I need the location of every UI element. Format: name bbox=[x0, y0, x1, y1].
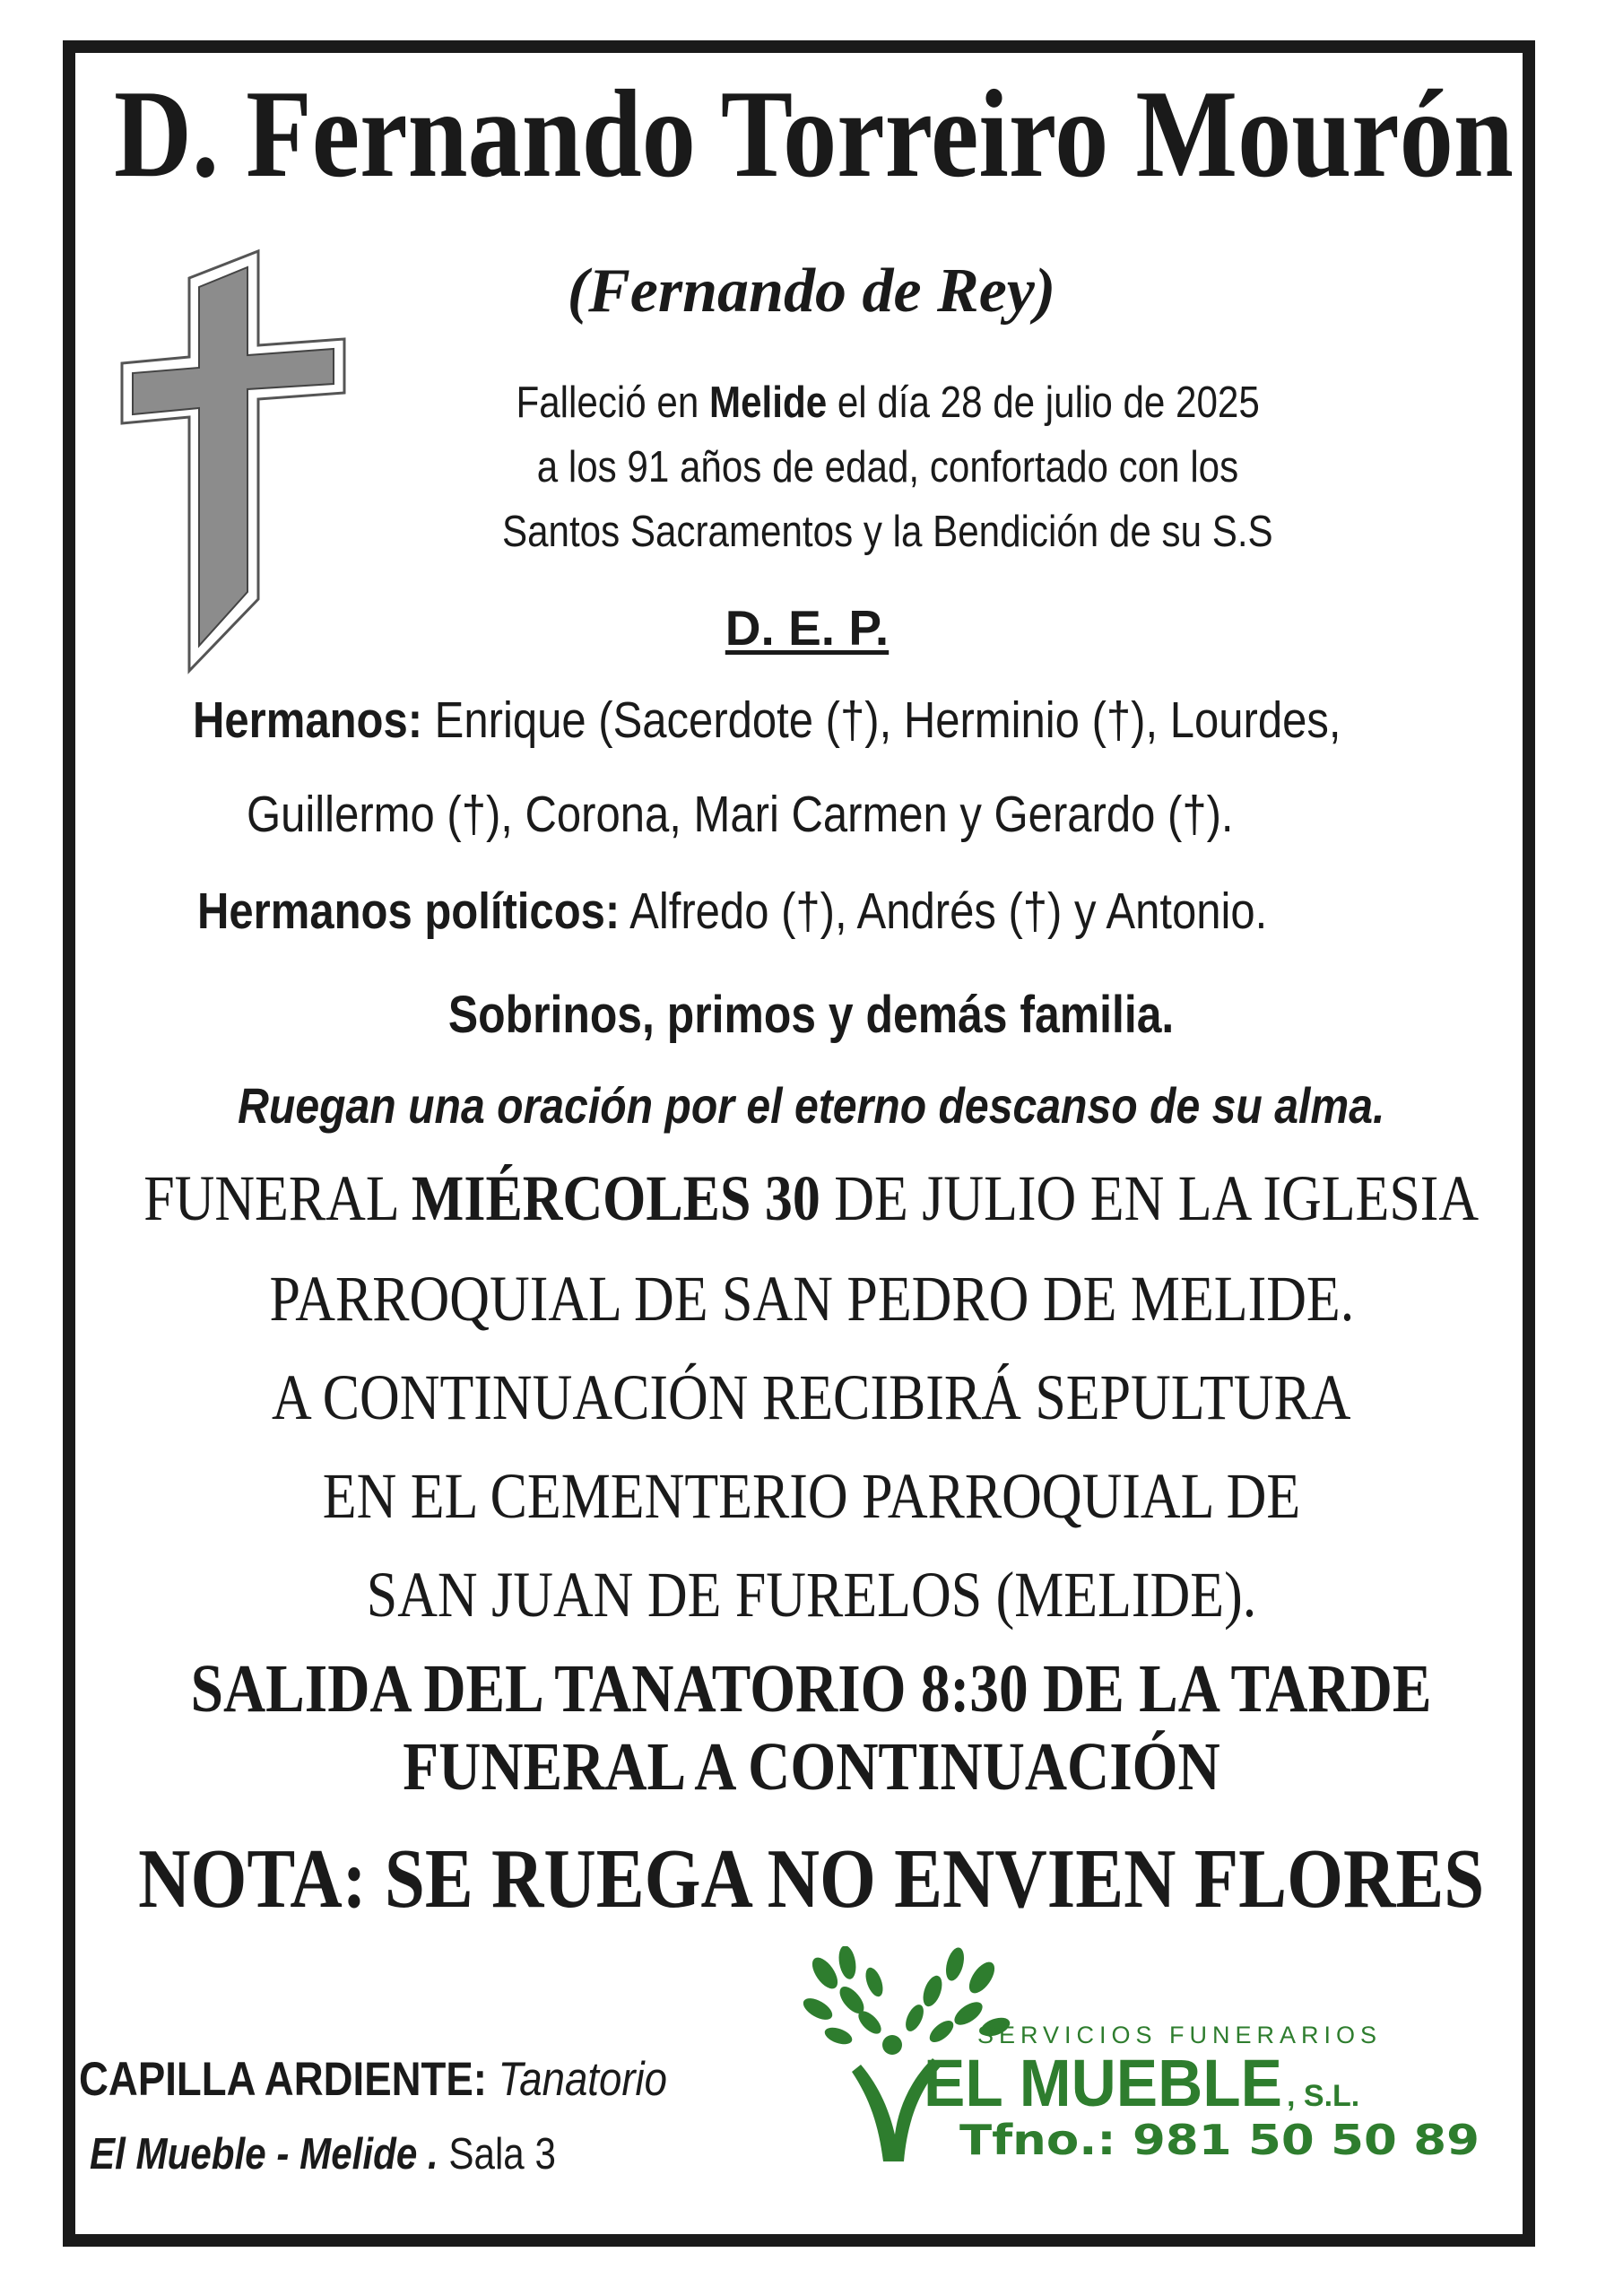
flowers-note: NOTA: SE RUEGA NO ENVIEN FLORES bbox=[138, 1832, 1485, 1926]
funeral-line2: PARROQUIAL DE SAN PEDRO DE MELIDE. bbox=[269, 1263, 1354, 1335]
latin-cross-icon bbox=[113, 224, 346, 682]
chapel-label: CAPILLA ARDIENTE: bbox=[79, 2053, 487, 2106]
logo-tagline: SERVICIOS FUNERARIOS bbox=[977, 2022, 1383, 2048]
death-info-line1: Falleció en Melide el día 28 de julio de 2025 bbox=[516, 378, 1260, 427]
deceased-name: D. Fernando Torreiro Mourón bbox=[114, 65, 1514, 204]
funeral-line4: EN EL CEMENTERIO PARROQUIAL DE bbox=[322, 1460, 1301, 1532]
logo-phone: Tfno.: 981 50 50 89 bbox=[959, 2116, 1480, 2161]
in-laws-label: Hermanos políticos: bbox=[197, 883, 621, 940]
siblings-label: Hermanos: bbox=[193, 691, 423, 749]
death-place: Melide bbox=[708, 378, 827, 427]
chapel-line1: CAPILLA ARDIENTE: Tanatorio bbox=[79, 2053, 667, 2106]
prayer-request: Ruegan una oración por el eterno descanso de su alma. bbox=[238, 1077, 1385, 1134]
funeral-day: MIÉRCOLES 30 bbox=[412, 1162, 821, 1234]
departure-line2: FUNERAL A CONTINUACIÓN bbox=[403, 1729, 1220, 1805]
funeral-line1: FUNERAL MIÉRCOLES 30 DE JULIO EN LA IGLESIA bbox=[143, 1162, 1480, 1234]
chapel-line2: El Mueble - Melide . Sala 3 bbox=[90, 2130, 556, 2179]
death-info-line3: Santos Sacramentos y la Bendición de su S.S bbox=[502, 508, 1273, 556]
siblings-line2: Guillermo (†), Corona, Mari Carmen y Gerardo (†). bbox=[247, 786, 1234, 843]
in-laws-line: Hermanos políticos: Alfredo (†), Andrés (†) y Antonio. bbox=[197, 883, 1268, 940]
logo-suffix: , S.L. bbox=[1287, 2079, 1360, 2113]
funeral-home-logo bbox=[798, 1946, 1515, 2161]
other-family: Sobrinos, primos y demás familia. bbox=[448, 986, 1175, 1044]
death-info-line2: a los 91 años de edad, confortado con los bbox=[536, 443, 1239, 491]
dep-heading: D. E. P. bbox=[725, 600, 890, 656]
funeral-line3: A CONTINUACIÓN RECIBIRÁ SEPULTURA bbox=[272, 1361, 1351, 1433]
siblings-line1: Hermanos: Enrique (Sacerdote (†), Herminio (†), Lourdes, bbox=[193, 691, 1341, 749]
departure-line1: SALIDA DEL TANATORIO 8:30 DE LA TARDE bbox=[191, 1651, 1432, 1726]
funeral-line5: SAN JUAN DE FURELOS (MELIDE). bbox=[366, 1559, 1257, 1631]
deceased-alias: (Fernando de Rey) bbox=[567, 257, 1056, 326]
logo-brand: EL MUEBLE bbox=[924, 2046, 1282, 2120]
